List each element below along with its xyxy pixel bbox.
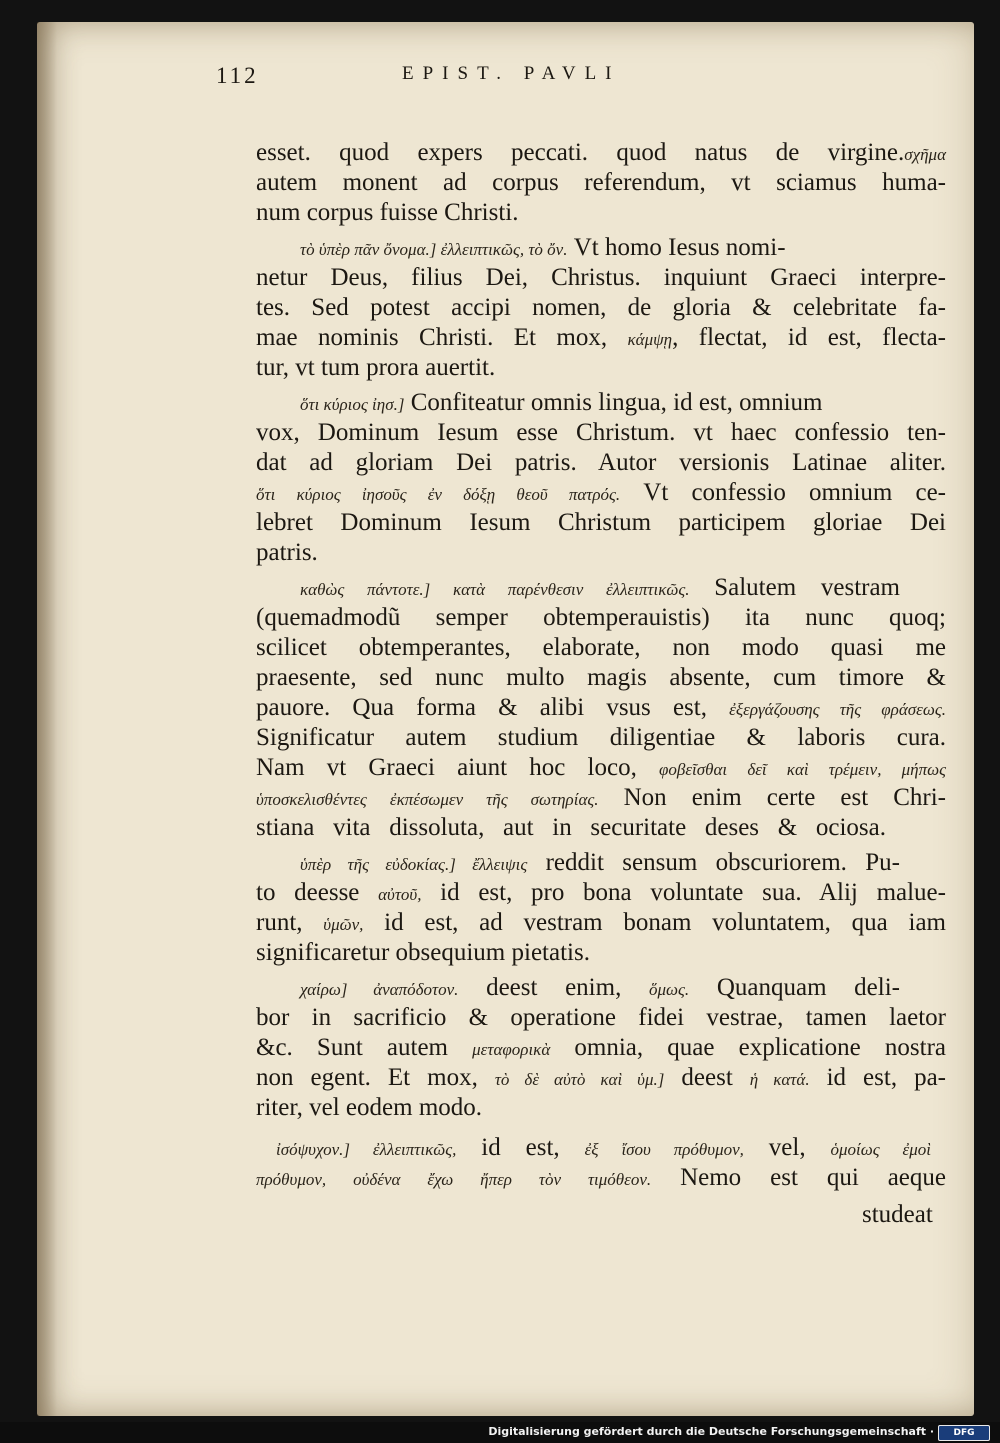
greek-text: πρόθυμον, οὐδένα ἔχω ἤπερ τὸν τιμόθεον. [256,1170,652,1189]
text-line [256,603,946,633]
footer-bar [0,1422,1000,1443]
text-line [256,478,946,510]
line-content [300,573,900,605]
text-line [256,783,946,815]
line-content [256,878,946,910]
latin-text: autem monent ad corpus referendum, vt sciamus huma- [256,169,946,196]
latin-text: patris. [256,539,318,566]
line-content [256,1033,946,1065]
text-line [256,633,946,663]
greek-text: ὅμως. [648,980,690,999]
latin-text: stiana vita dissoluta, aut in securitate deses & ociosa. [256,814,886,841]
funding-credit: Digitalisierung gefördert durch die Deutsche Forschungsgemeinschaft · [488,1425,934,1438]
latin-text: Nam vt Graeci aiunt hoc loco, [256,754,659,781]
latin-text: deest [664,1064,750,1091]
line-content [256,663,946,693]
line-content [256,1063,946,1095]
text-line [276,1133,931,1165]
greek-text: ὅτι κύριος ἰησ.] [300,395,405,414]
latin-text: lebret Dominum Iesum Christum participem gloriae Dei [256,509,946,536]
latin-text: scilicet obtemperantes, elaborate, non modo quasi me [256,634,946,661]
greek-text: σχῆμα [904,145,946,164]
latin-text: studeat [862,1201,933,1228]
text-line [256,418,946,448]
latin-text: vel, [743,1134,831,1161]
latin-text: netur Deus, filius Dei, Christus. inquiunt Graeci interpre- [256,264,946,291]
line-content [276,1133,931,1165]
line-content [256,354,495,381]
latin-text: tur, vt tum prora auertit. [256,354,496,381]
text-line [256,908,946,940]
line-content [256,1094,482,1121]
text-line [256,263,946,293]
text-line [256,168,946,198]
greek-text: ἐξ ἴσου πρόθυμον, [584,1140,744,1159]
latin-text: runt, [256,909,324,936]
line-content [256,138,946,170]
greek-text: καθὼς πάντοτε.] κατὰ παρένθεσιν ἐλλειπτικῶς. [300,580,690,599]
text-line [256,198,519,228]
greek-text: ἡ κατά. [749,1070,810,1089]
line-content [256,263,946,293]
line-content [256,1163,946,1195]
latin-text: esset. quod expers peccati. quod natus de virgine. [256,139,905,166]
latin-text: deest enim, [458,974,649,1001]
greek-text: ὑποσκελισθέντες ἐκπέσωμεν τῆς σωτηρίας. [256,790,599,809]
greek-text: αὐτοῦ, [378,885,422,904]
latin-text: pauore. Qua forma & alibi vsus est, [256,694,730,721]
text-line [300,973,900,1005]
greek-text: ὁμοίως ἐμοὶ [830,1140,932,1159]
line-content [256,448,946,478]
greek-text: τὸ ὑπὲρ πᾶν ὄνομα.] ἐλλειπτικῶς, τὸ ὄν. [300,240,568,259]
line-content [300,848,900,880]
text-line [256,1003,946,1033]
latin-text: Significatur autem studium diligentiae & laboris cura. [256,724,946,751]
text-line [256,353,495,383]
text-line [300,233,786,265]
text-line [256,293,946,323]
latin-text: omnia, quae explicatione nostra [550,1034,946,1061]
line-content [862,1201,933,1228]
greek-text: μεταφορικὰ [472,1040,551,1059]
latin-text: , flectat, id est, flecta- [672,324,947,351]
text-line [256,1033,946,1065]
running-head: EPIST. PAVLI [402,63,621,84]
latin-text: praesente, sed nunc multo magis absente, cum timore & [256,664,946,691]
latin-text: id est, ad vestram bonam voluntatem, qua iam [363,909,946,936]
latin-text: Vt confessio omnium ce- [620,479,946,506]
text-line [862,1200,933,1230]
latin-text: Nemo est qui aeque [651,1164,946,1191]
line-content [256,813,886,843]
greek-text: κάμψῃ [627,330,673,349]
latin-text: Non enim certe est Chri- [598,784,946,811]
text-line [256,663,946,693]
text-line [300,388,823,420]
line-content [256,508,946,538]
latin-text: non egent. Et mox, [256,1064,495,1091]
line-content [256,293,946,323]
line-content [300,234,786,261]
latin-text: num corpus fuisse Christi. [256,199,519,226]
latin-text: Vt homo Iesus nomi- [567,234,786,261]
latin-text: dat ad gloriam Dei patris. Autor versionis Latinae aliter. [256,449,946,476]
text-line [256,508,946,538]
line-content [256,418,946,448]
latin-text: Quanquam deli- [689,974,900,1001]
text-line [256,1063,946,1095]
greek-text: ὑμῶν, [323,915,364,934]
latin-text: Confiteatur omnis lingua, id est, omnium [404,389,823,416]
latin-text: to deesse [256,879,379,906]
greek-text: τὸ δὲ αὐτὸ καὶ ὑμ.] [494,1070,665,1089]
line-content [256,168,946,198]
text-line [256,878,946,910]
text-line [256,323,946,355]
line-content [300,973,900,1005]
greek-text: ἐξεργάζουσης τῆς φράσεως. [729,700,946,719]
line-content [256,783,946,815]
text-line [256,813,886,843]
greek-text: φοβεῖσθαι δεῖ καὶ τρέμειν, μήπως [658,760,946,779]
line-content [256,693,946,725]
page-gutter-shadow [37,22,57,1416]
greek-text: ὅτι κύριος ἰησοῦς ἐν δόξῃ θεοῦ πατρός. [256,485,621,504]
dfg-logo: DFG [938,1425,990,1441]
text-line [256,1163,946,1195]
line-content [256,939,590,966]
latin-text: &c. Sunt autem [256,1034,473,1061]
line-content [256,539,318,566]
text-line [256,938,590,968]
text-line [256,753,946,785]
text-line [256,723,946,753]
page-number: 112 [216,63,259,88]
text-line [256,693,946,725]
line-content [256,723,946,753]
latin-text: significaretur obsequium pietatis. [256,939,590,966]
latin-text: bor in sacrificio & operatione fidei vestrae, tamen laetor [256,1004,946,1031]
line-content [256,753,946,785]
text-line [256,448,946,478]
latin-text: reddit sensum obscuriorem. Pu- [527,849,900,876]
line-content [300,389,823,416]
text-line [256,538,318,568]
line-content [256,478,946,510]
line-content [256,603,946,633]
greek-text: ἰσόψυχον.] ἐλλειπτικῶς, [276,1140,457,1159]
latin-text: vox, Dominum Iesum esse Christum. vt haec confessio ten- [256,419,946,446]
latin-text: id est, pro bona voluntate sua. Alij malue- [421,879,946,906]
line-content [256,199,519,226]
line-content [256,908,946,940]
line-content [256,323,946,355]
text-line [256,1093,482,1123]
text-line [256,138,946,170]
line-content [256,633,946,663]
text-line [300,573,900,605]
latin-text: tes. Sed potest accipi nomen, de gloria & celebritate fa- [256,294,946,321]
latin-text: riter, vel eodem modo. [256,1094,483,1121]
latin-text: mae nominis Christi. Et mox, [256,324,628,351]
greek-text: ὑπὲρ τῆς εὐδοκίας.] ἔλλειψις [300,855,528,874]
latin-text: (quemadmodũ semper obtemperauistis) ita nunc quoq; [256,604,946,631]
line-content [256,1003,946,1033]
latin-text: id est, [456,1134,585,1161]
text-line [300,848,900,880]
greek-text: χαίρω] ἀναπόδοτον. [300,980,459,999]
latin-text: id est, pa- [809,1064,946,1091]
latin-text: Salutem vestram [689,574,901,601]
